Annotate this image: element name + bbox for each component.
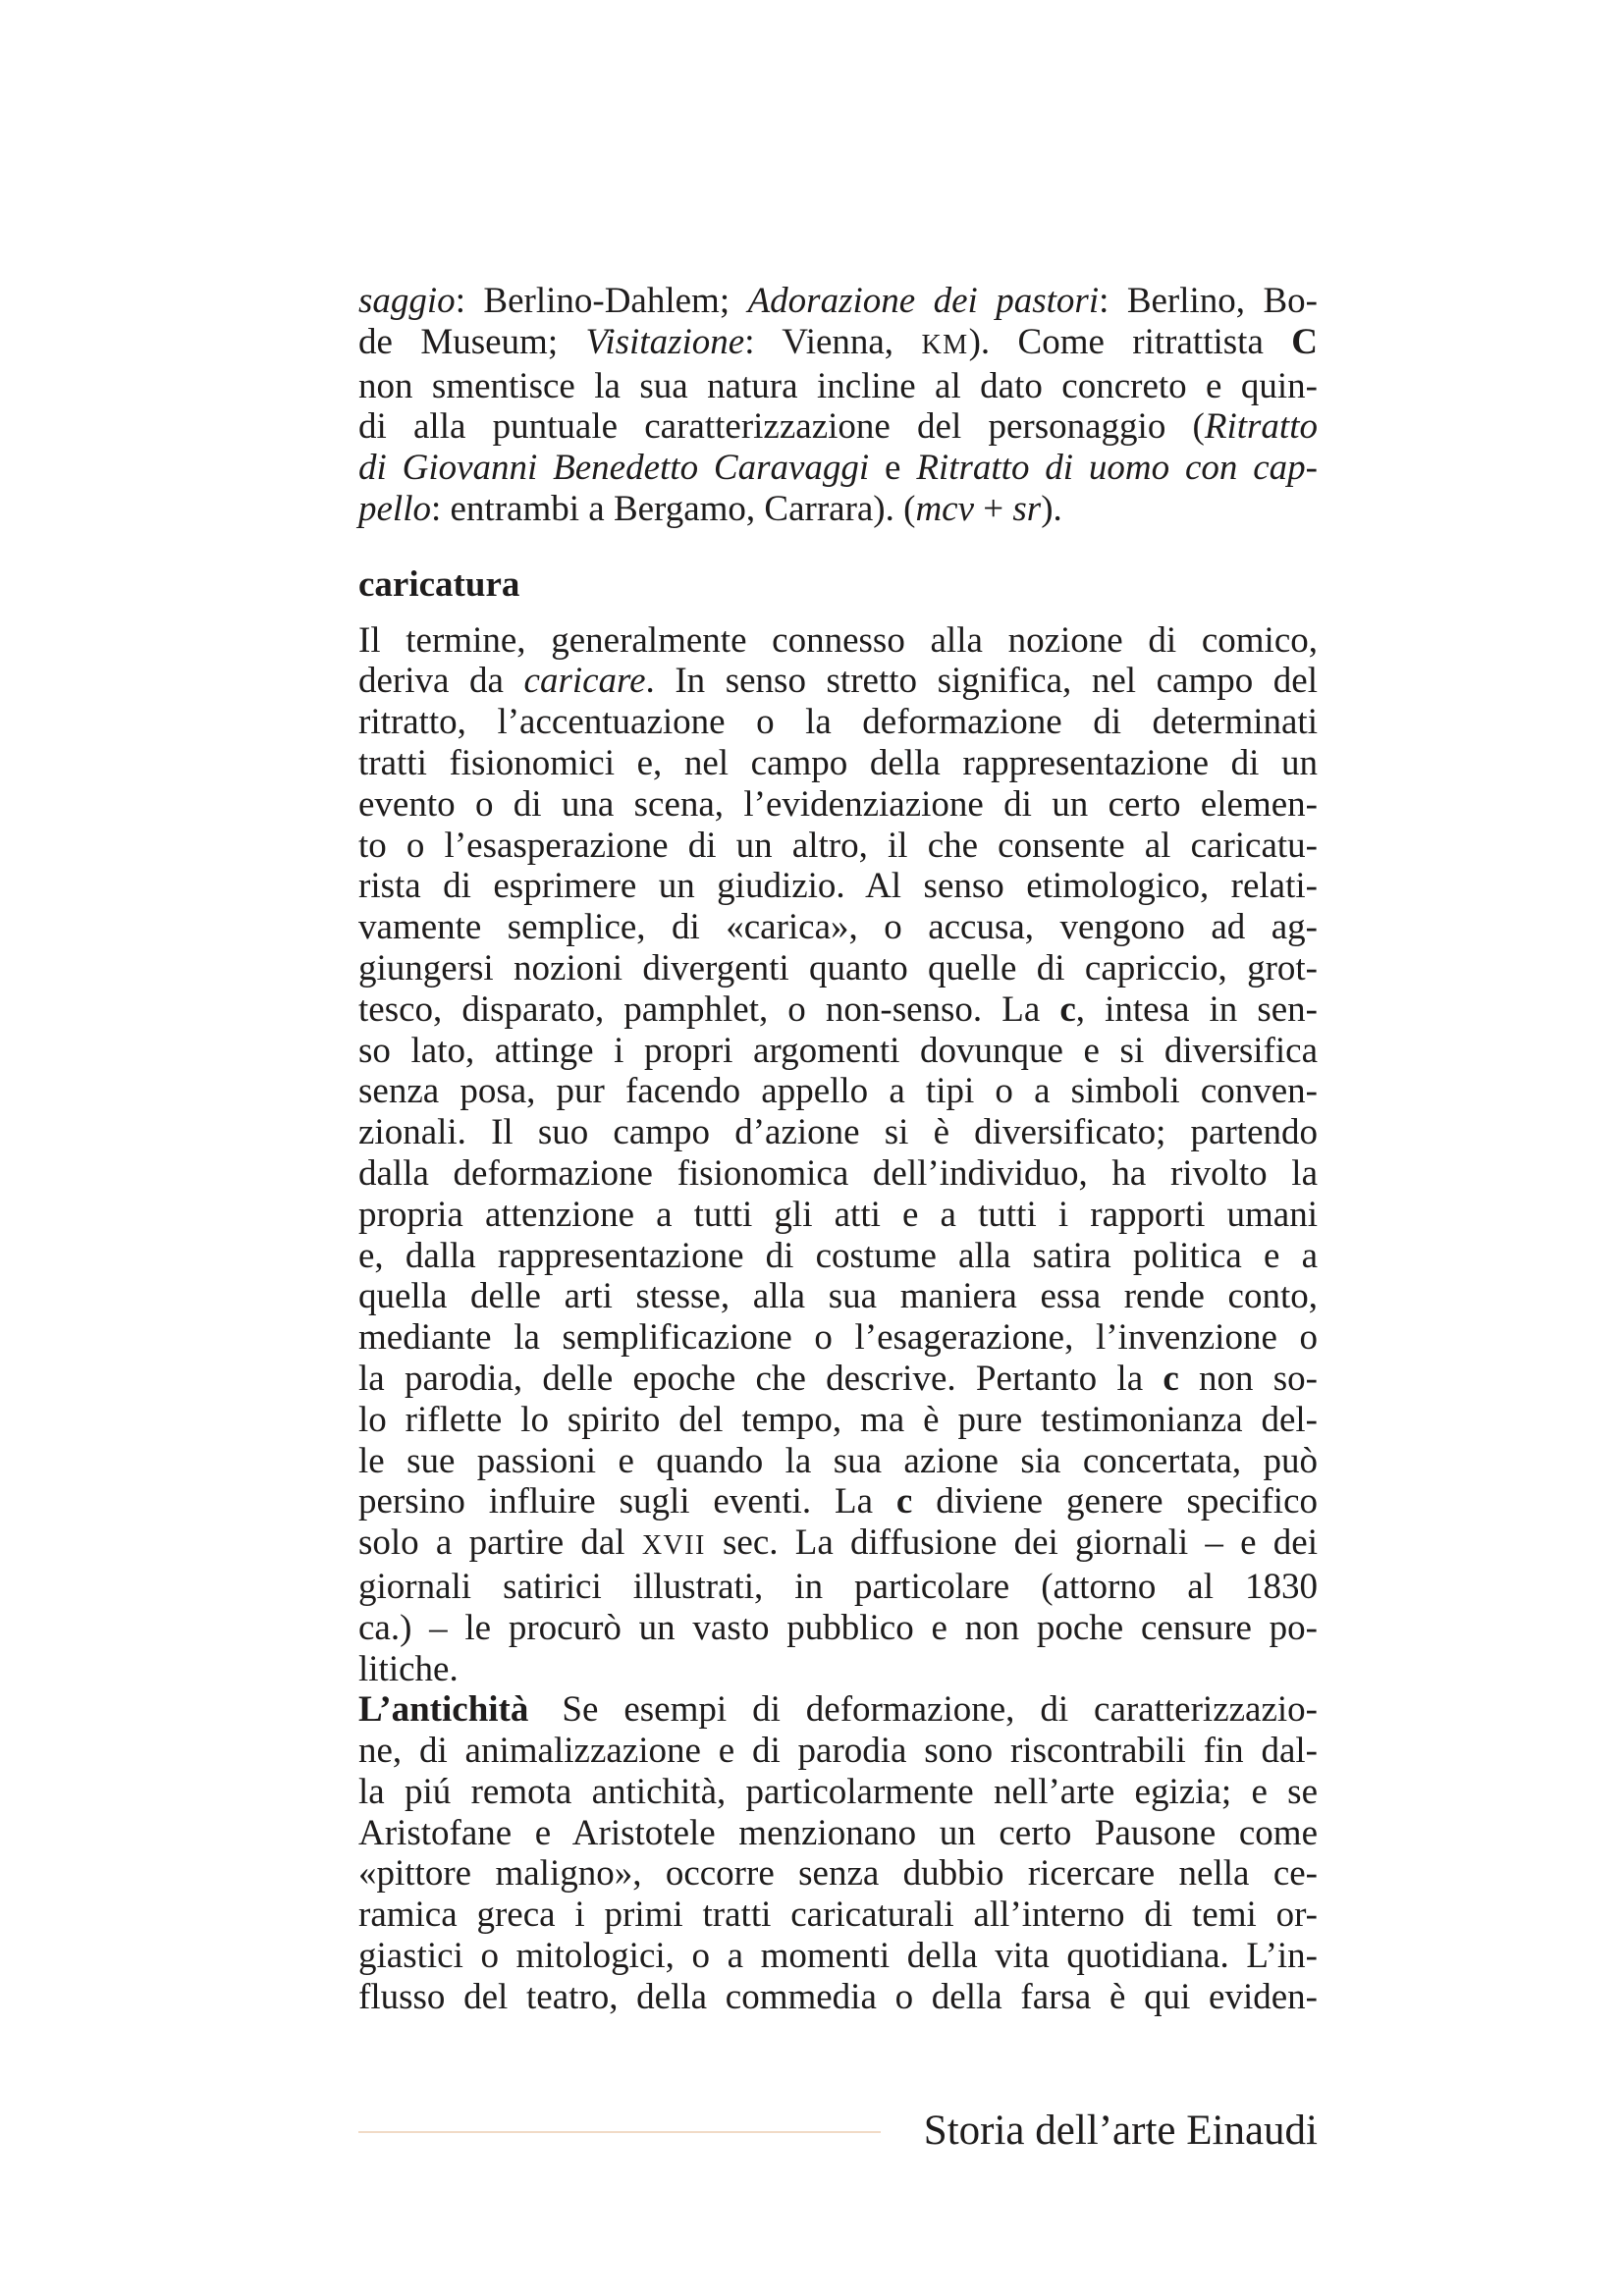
text-run: Se esempi di deformazione, di caratterizzazio- [536, 1689, 1318, 1731]
text-run: : Vienna, [744, 321, 922, 362]
text-run: persino influire sugli eventi. La [358, 1481, 896, 1522]
text-run: to o l’esasperazione di un altro, il che consente al caricatu- [358, 825, 1318, 866]
text-line [358, 702, 1318, 743]
text-line [358, 784, 1318, 826]
text-line [358, 989, 1318, 1031]
italic-text: Adorazione dei pastori [747, 281, 1100, 321]
text-run: evento o di una scena, l’evidenziazione di un certo elemen- [358, 783, 1318, 825]
text-line [358, 1772, 1318, 1813]
text-line [358, 620, 1318, 662]
text-run: ritratto, l’accentuazione o la deformazione di determinati [358, 702, 1318, 743]
text-line [358, 1481, 1318, 1522]
text-run: sec. La diffusione dei giornali – e dei [705, 1522, 1318, 1564]
text-line [358, 743, 1318, 784]
text-run: ramica greca i primi tratti caricaturali all’interno di temi or- [358, 1895, 1318, 1936]
bold-text: c [1163, 1358, 1179, 1399]
text-run: dalla deformazione fisionomica dell’individuo, ha rivolto la [358, 1152, 1318, 1194]
text-run: vamente semplice, di «carica», o accusa, vengono ad ag- [358, 907, 1318, 948]
text-line [358, 1276, 1318, 1317]
text-run: deriva da [358, 661, 524, 702]
text-line [358, 1608, 1318, 1649]
text-run: la piú remota antichità, particolarmente nell’arte egizia; e se [358, 1771, 1318, 1812]
text-run: diviene genere specifico [912, 1481, 1318, 1522]
text-line [358, 1071, 1318, 1112]
italic-text: caricare [523, 661, 646, 702]
text-run: . In senso stretto significa, nel campo del [645, 661, 1318, 702]
text-run: propria attenzione a tutti gli atti e a tutti i rapporti umani [358, 1194, 1318, 1235]
text-line [358, 1317, 1318, 1359]
text-run: e, dalla rappresentazione di costume alla satira politica e a [358, 1235, 1318, 1276]
text-run: quella delle arti stesse, alla sua maniera essa rende conto, [358, 1276, 1318, 1317]
text-run: ca.) – le procurò un vasto pubblico e non poche censure po- [358, 1607, 1318, 1648]
text-run: lo riflette lo spirito del tempo, ma è pure testimonianza del- [358, 1399, 1318, 1440]
text-run: giungersi nozioni divergenti quanto quelle di capriccio, grot- [358, 947, 1318, 988]
text-run: Aristofane e Aristotele menzionano un certo Pausone come [358, 1812, 1318, 1853]
text-line [358, 1195, 1318, 1236]
text-run: solo a partire dal [358, 1522, 642, 1564]
text-run: Il termine, generalmente connesso alla nozione di comico, [358, 619, 1318, 661]
text-run: ). [1041, 488, 1062, 529]
text-line [358, 866, 1318, 907]
text-run: non smentisce la sua natura incline al dato concreto e quin- [358, 365, 1318, 406]
text-line [358, 281, 1318, 322]
text-run: senza posa, pur facendo appello a tipi o a simboli conven- [358, 1071, 1318, 1112]
text-run: : Berlino, Bo- [1099, 281, 1318, 321]
text-line [358, 907, 1318, 948]
section-paragraph-antiquity [358, 1689, 1318, 2017]
text-line [358, 661, 1318, 702]
text-run: flusso del teatro, della commedia o della farsa è qui eviden- [358, 1976, 1318, 2017]
text-line [358, 948, 1318, 989]
text-run: : entrambi a Bergamo, Carrara). ( [430, 488, 916, 529]
text-run: giastici o mitologici, o a momenti della vita quotidiana. L’in- [358, 1936, 1318, 1977]
text-line [358, 1153, 1318, 1195]
small-caps-text: KM [921, 329, 969, 360]
text-run: la parodia, delle epoche che descrive. Pertanto la [358, 1358, 1163, 1399]
text-run: tratti fisionomici e, nel campo della rappresentazione di un [358, 742, 1318, 783]
italic-text: Visitazione [585, 321, 745, 362]
text-run: e [869, 448, 917, 489]
text-line [358, 1236, 1318, 1277]
article-column [358, 281, 1318, 2018]
text-line [358, 322, 1318, 366]
text-run: non so- [1178, 1358, 1318, 1399]
text-line [358, 406, 1318, 448]
text-run: so lato, attinge i propri argomenti dovunque e si diversifica [358, 1030, 1318, 1071]
text-line [358, 826, 1318, 867]
text-run: mediante la semplificazione o l’esagerazione, l’invenzione o [358, 1317, 1318, 1359]
text-run: le sue passioni e quando la sua azione sia concertata, può [358, 1440, 1318, 1481]
text-run: di alla puntuale caratterizzazione del personaggio ( [358, 406, 1205, 448]
text-line [358, 1853, 1318, 1895]
text-line [358, 448, 1318, 489]
text-line [358, 1649, 1318, 1690]
text-line [358, 1112, 1318, 1153]
bold-text: c [1059, 988, 1076, 1030]
bold-run-in-heading: L’antichità [358, 1689, 529, 1731]
text-line [358, 1813, 1318, 1854]
bold-text: C [1291, 321, 1318, 362]
italic-text: Ritratto di uomo con cap- [916, 448, 1318, 489]
footer-rule [358, 2131, 881, 2133]
text-line [358, 1567, 1318, 1608]
text-line [358, 1936, 1318, 1977]
text-run: ne, di animalizzazione e di parodia sono riscontrabili fin dal- [358, 1731, 1318, 1772]
text-run: giornali satirici illustrati, in particolare (attorno al 1830 [358, 1566, 1318, 1607]
text-run: ). Come ritrattista [968, 321, 1292, 362]
continued-paragraph [358, 281, 1318, 530]
text-line [358, 1895, 1318, 1936]
bold-text: c [895, 1481, 913, 1522]
text-line [358, 1731, 1318, 1772]
text-run: zionali. Il suo campo d’azione si è diversificato; partendo [358, 1112, 1318, 1153]
entry-headword: caricatura [358, 563, 520, 605]
italic-text: saggio [358, 281, 456, 321]
italic-text: Ritratto [1204, 406, 1318, 448]
text-line [358, 1977, 1318, 2018]
italic-text: sr [1012, 488, 1042, 529]
text-run: rista di esprimere un giudizio. Al senso etimologico, relati- [358, 866, 1318, 907]
text-run: de Museum; [358, 321, 586, 362]
text-line [358, 1522, 1318, 1567]
italic-text: mcv [915, 488, 975, 529]
small-caps-text: XVII [641, 1530, 706, 1562]
text-run: : Berlino-Dahlem; [455, 281, 748, 321]
text-run: + [974, 488, 1013, 529]
footer-title: Storia dell’arte Einaudi [923, 2108, 1318, 2154]
text-line [358, 1359, 1318, 1400]
italic-text: pello [358, 488, 431, 529]
text-run: , intesa in sen- [1075, 988, 1318, 1030]
text-line [358, 1441, 1318, 1482]
text-line [358, 366, 1318, 407]
text-run: litiche. [358, 1648, 459, 1689]
text-line [358, 1400, 1318, 1441]
text-run: «pittore maligno», occorre senza dubbio ricercare nella ce- [358, 1853, 1318, 1895]
entry-paragraph [358, 620, 1318, 1690]
italic-text: di Giovanni Benedetto Caravaggi [358, 448, 870, 489]
text-line [358, 1031, 1318, 1072]
text-line [358, 1689, 1318, 1731]
text-run: tesco, disparato, pamphlet, o non-senso. La [358, 988, 1060, 1030]
text-line [358, 489, 1318, 530]
